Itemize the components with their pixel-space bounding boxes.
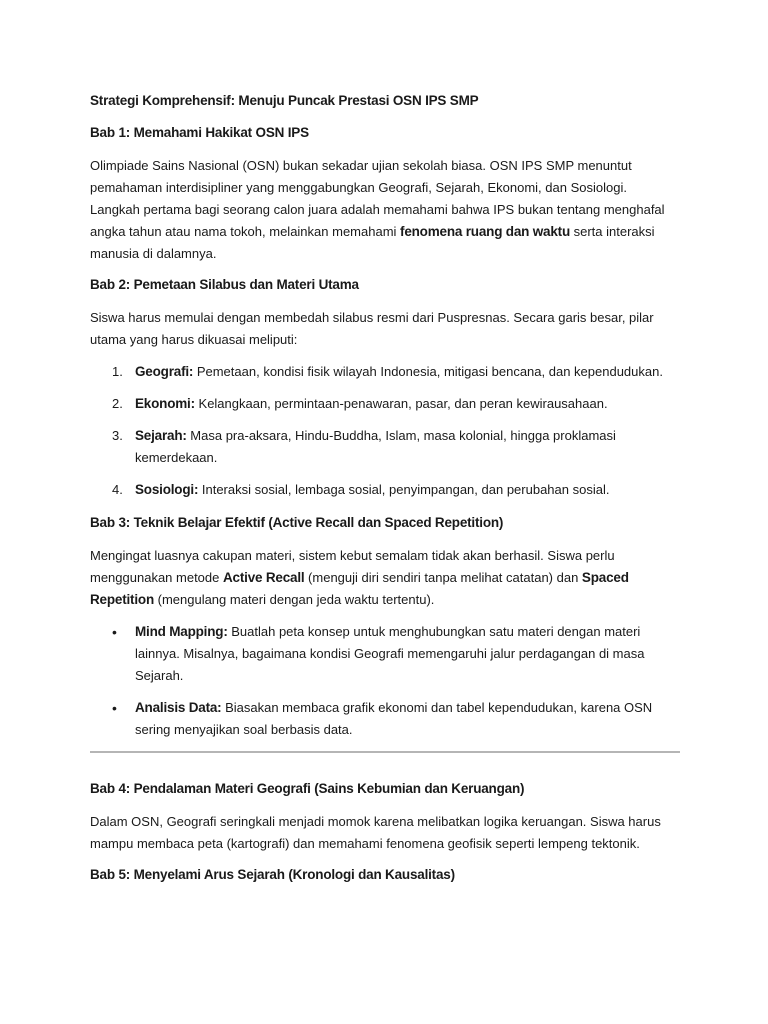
list-item-term: Geografi:: [135, 364, 194, 379]
bab4-heading: Bab 4: Pendalaman Materi Geografi (Sains Kebumian dan Keruangan): [90, 781, 525, 796]
list-item: [90, 697, 680, 741]
list-item-text: Kelangkaan, permintaan-penawaran, pasar, dan peran kewirausahaan.: [194, 396, 608, 411]
list-item-term: Analisis Data:: [135, 700, 222, 715]
document-body: [90, 91, 680, 897]
bab3-bold-active-recall: Active Recall: [222, 570, 305, 585]
list-item: [90, 479, 680, 501]
bab1-heading: Bab 1: Memahami Hakikat OSN IPS: [90, 125, 309, 140]
bab1-text-b: serta interaksi manusia di dalamnya.: [90, 224, 655, 261]
bab5-heading: Bab 5: Menyelami Arus Sejarah (Kronologi dan Kausalitas): [90, 867, 455, 882]
document-title: Strategi Komprehensif: Menuju Puncak Prestasi OSN IPS SMP: [90, 93, 479, 108]
list-item: [90, 425, 680, 469]
list-item-text: Buatlah peta konsep untuk menghubungkan satu materi dengan materi lainnya. Misalnya, bagaimana kondisi Geografi memengaruhi jalur perdagangan di masa Sejarah.: [135, 624, 645, 683]
bab2-heading: Bab 2: Pemetaan Silabus dan Materi Utama: [90, 277, 359, 292]
bab2-numbered-list: [90, 361, 680, 501]
list-item-term: Mind Mapping:: [135, 624, 228, 639]
bab3-text-b: (menguji diri sendiri tanpa melihat catatan) dan: [304, 570, 582, 585]
bab3-text-c: (mengulang materi dengan jeda waktu tertentu).: [154, 592, 435, 607]
bab1-text-a: Olimpiade Sains Nasional (OSN) bukan sekadar ujian sekolah biasa. OSN IPS SMP menuntut pemahaman interdisipliner yang menggabungkan Geografi, Sejarah, Ekonomi, dan Sosiologi. Langkah pertama bagi seorang calon juara adalah memahami bahwa IPS bukan tentang menghafal angka tahun atau nama tokoh, melainkan memahami: [90, 158, 665, 239]
list-number: 2.: [112, 396, 123, 411]
bullet-icon: •: [112, 700, 117, 716]
list-item: [90, 621, 680, 687]
list-item-text: Pemetaan, kondisi fisik wilayah Indonesia, mitigasi bencana, dan kependudukan.: [193, 364, 663, 379]
bab2-intro: Siswa harus memulai dengan membedah silabus resmi dari Puspresnas. Secara garis besar, pilar utama yang harus dikuasai meliputi:: [90, 310, 654, 347]
list-item-term: Sosiologi:: [135, 482, 199, 497]
list-item-term: Sejarah:: [135, 428, 187, 443]
bab4-paragraph: Dalam OSN, Geografi seringkali menjadi momok karena melibatkan logika keruangan. Siswa harus mampu membaca peta (kartografi) dan memahami fenomena geofisik seperti lempeng tektonik.: [90, 814, 661, 851]
list-number: 1.: [112, 364, 123, 379]
list-item-text: Biasakan membaca grafik ekonomi dan tabel kependudukan, karena OSN sering menyajikan soal berbasis data.: [135, 700, 653, 737]
list-item: [90, 393, 680, 415]
bab3-bold-spaced-repetition: Spaced Repetition: [90, 570, 629, 607]
list-item-term: Ekonomi:: [135, 396, 195, 411]
bab3-paragraph: [90, 545, 680, 611]
bab3-text-a: Mengingat luasnya cakupan materi, sistem kebut semalam tidak akan berhasil. Siswa perlu menggunakan metode: [90, 548, 615, 585]
bab3-bullet-list: [90, 621, 680, 741]
list-number: 4.: [112, 482, 123, 497]
list-item-text: Masa pra-aksara, Hindu-Buddha, Islam, masa kolonial, hingga proklamasi kemerdekaan.: [135, 428, 616, 465]
bab1-bold-phrase: fenomena ruang dan waktu: [400, 224, 571, 239]
horizontal-divider: [90, 751, 680, 753]
bab1-paragraph: [90, 155, 680, 265]
list-item: [90, 361, 680, 383]
list-item-text: Interaksi sosial, lembaga sosial, penyimpangan, dan perubahan sosial.: [198, 482, 610, 497]
bullet-icon: •: [112, 624, 117, 640]
list-number: 3.: [112, 428, 123, 443]
bab3-heading: Bab 3: Teknik Belajar Efektif (Active Recall dan Spaced Repetition): [90, 515, 504, 530]
